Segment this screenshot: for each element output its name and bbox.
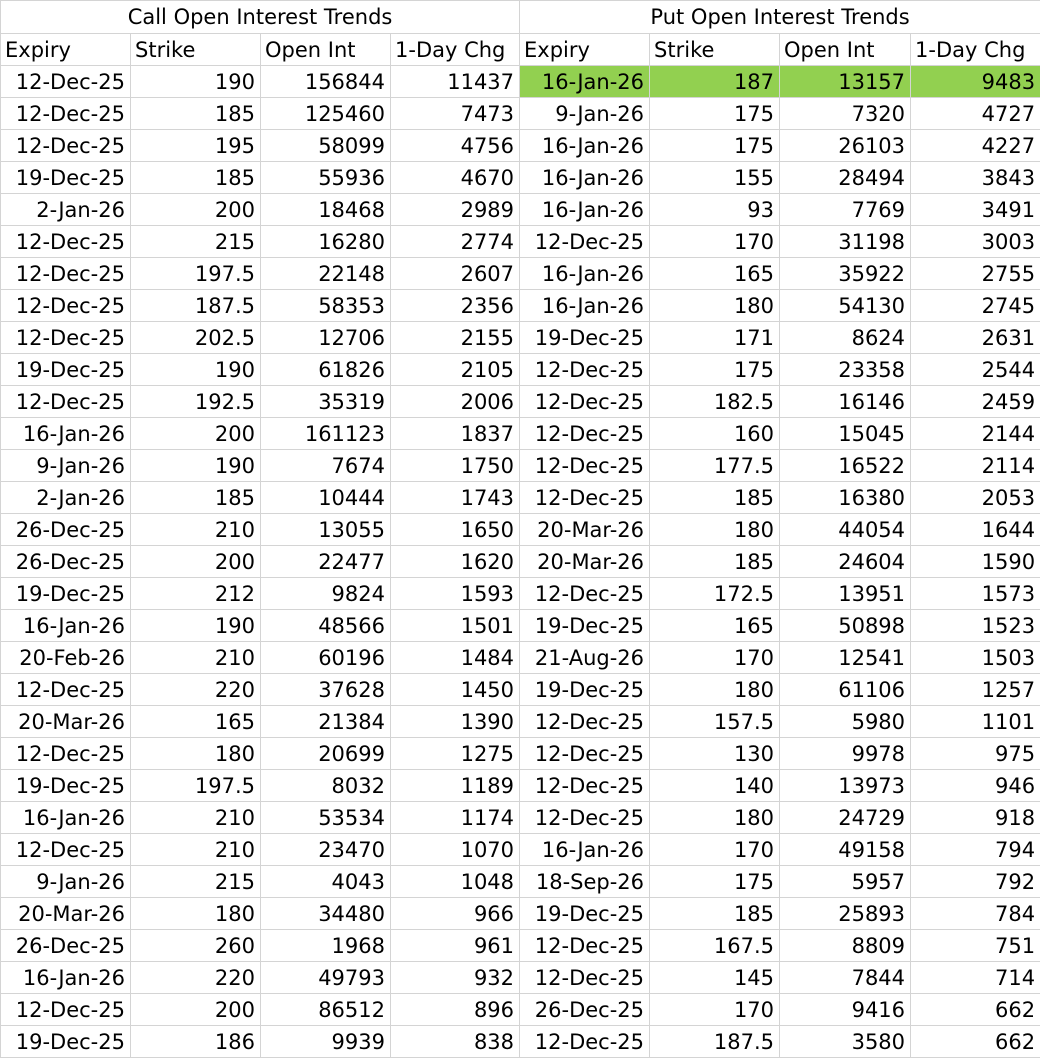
call-cell-1-day-chg[interactable]: 1189 [391, 770, 520, 802]
put-header-1-day-chg[interactable]: 1-Day Chg [911, 34, 1040, 66]
call-cell-expiry[interactable]: 16-Jan-26 [1, 962, 131, 994]
call-cell-expiry[interactable]: 19-Dec-25 [1, 578, 131, 610]
call-cell-1-day-chg[interactable]: 4756 [391, 130, 520, 162]
put-cell-strike[interactable]: 172.5 [650, 578, 780, 610]
call-cell-1-day-chg[interactable]: 7473 [391, 98, 520, 130]
put-cell-open-int[interactable]: 26103 [780, 130, 911, 162]
call-cell-strike[interactable]: 190 [131, 610, 261, 642]
table-row [1, 674, 1040, 706]
call-cell-expiry[interactable]: 2-Jan-26 [1, 482, 131, 514]
call-cell-1-day-chg[interactable]: 1837 [391, 418, 520, 450]
call-cell-open-int[interactable]: 48566 [261, 610, 391, 642]
put-cell-1-day-chg[interactable]: 2631 [911, 322, 1040, 354]
table-row [1, 66, 1040, 98]
put-cell-expiry[interactable]: 16-Jan-26 [520, 834, 650, 866]
put-cell-1-day-chg[interactable]: 918 [911, 802, 1040, 834]
put-cell-1-day-chg[interactable]: 1644 [911, 514, 1040, 546]
call-cell-1-day-chg[interactable]: 966 [391, 898, 520, 930]
table-row [1, 322, 1040, 354]
call-cell-strike[interactable]: 165 [131, 706, 261, 738]
call-cell-expiry[interactable]: 26-Dec-25 [1, 514, 131, 546]
call-cell-expiry[interactable]: 12-Dec-25 [1, 226, 131, 258]
table-row [1, 642, 1040, 674]
call-cell-strike[interactable]: 197.5 [131, 770, 261, 802]
table-row [1, 450, 1040, 482]
call-cell-1-day-chg[interactable]: 2155 [391, 322, 520, 354]
put-cell-strike[interactable]: 167.5 [650, 930, 780, 962]
put-cell-1-day-chg[interactable]: 3003 [911, 226, 1040, 258]
table-row [1, 706, 1040, 738]
call-cell-expiry[interactable]: 12-Dec-25 [1, 834, 131, 866]
table-row [1, 482, 1040, 514]
call-cell-strike[interactable]: 260 [131, 930, 261, 962]
put-cell-1-day-chg[interactable]: 9483 [911, 66, 1040, 98]
put-cell-strike[interactable]: 165 [650, 258, 780, 290]
put-cell-strike[interactable]: 170 [650, 226, 780, 258]
put-cell-expiry[interactable]: 12-Dec-25 [520, 482, 650, 514]
put-cell-expiry[interactable]: 18-Sep-26 [520, 866, 650, 898]
call-cell-open-int[interactable]: 22477 [261, 546, 391, 578]
call-cell-open-int[interactable]: 35319 [261, 386, 391, 418]
put-cell-open-int[interactable]: 54130 [780, 290, 911, 322]
table-row [1, 802, 1040, 834]
call-cell-open-int[interactable]: 10444 [261, 482, 391, 514]
call-cell-open-int[interactable]: 53534 [261, 802, 391, 834]
call-cell-1-day-chg[interactable]: 1620 [391, 546, 520, 578]
table-row [1, 834, 1040, 866]
put-cell-open-int[interactable]: 44054 [780, 514, 911, 546]
table-row [1, 162, 1040, 194]
put-cell-open-int[interactable]: 23358 [780, 354, 911, 386]
call-cell-open-int[interactable]: 20699 [261, 738, 391, 770]
put-cell-open-int[interactable]: 12541 [780, 642, 911, 674]
put-cell-strike[interactable]: 170 [650, 642, 780, 674]
put-cell-open-int[interactable]: 16146 [780, 386, 911, 418]
call-cell-strike[interactable]: 210 [131, 834, 261, 866]
call-cell-expiry[interactable]: 20-Mar-26 [1, 706, 131, 738]
call-cell-open-int[interactable]: 12706 [261, 322, 391, 354]
put-cell-expiry[interactable]: 16-Jan-26 [520, 162, 650, 194]
put-cell-expiry[interactable]: 21-Aug-26 [520, 642, 650, 674]
call-cell-open-int[interactable]: 49793 [261, 962, 391, 994]
table-row [1, 610, 1040, 642]
call-cell-expiry[interactable]: 16-Jan-26 [1, 802, 131, 834]
table-row [1, 994, 1040, 1026]
put-cell-strike[interactable]: 157.5 [650, 706, 780, 738]
put-cell-1-day-chg[interactable]: 794 [911, 834, 1040, 866]
call-cell-1-day-chg[interactable]: 1174 [391, 802, 520, 834]
put-cell-1-day-chg[interactable]: 2745 [911, 290, 1040, 322]
put-cell-strike[interactable]: 170 [650, 834, 780, 866]
call-cell-1-day-chg[interactable]: 2989 [391, 194, 520, 226]
table-row [1, 514, 1040, 546]
call-cell-open-int[interactable]: 21384 [261, 706, 391, 738]
call-cell-strike[interactable]: 215 [131, 226, 261, 258]
put-cell-1-day-chg[interactable]: 975 [911, 738, 1040, 770]
put-cell-strike[interactable]: 182.5 [650, 386, 780, 418]
put-cell-open-int[interactable]: 13157 [780, 66, 911, 98]
put-cell-1-day-chg[interactable]: 1523 [911, 610, 1040, 642]
put-cell-strike[interactable]: 145 [650, 962, 780, 994]
put-cell-1-day-chg[interactable]: 2144 [911, 418, 1040, 450]
put-cell-expiry[interactable]: 12-Dec-25 [520, 706, 650, 738]
call-cell-1-day-chg[interactable]: 1484 [391, 642, 520, 674]
put-cell-open-int[interactable]: 8624 [780, 322, 911, 354]
call-cell-open-int[interactable]: 60196 [261, 642, 391, 674]
put-cell-1-day-chg[interactable]: 2755 [911, 258, 1040, 290]
put-cell-expiry[interactable]: 12-Dec-25 [520, 354, 650, 386]
put-cell-strike[interactable]: 170 [650, 994, 780, 1026]
table-row [1, 738, 1040, 770]
call-cell-1-day-chg[interactable]: 896 [391, 994, 520, 1026]
put-cell-strike[interactable]: 175 [650, 354, 780, 386]
put-cell-strike[interactable]: 180 [650, 674, 780, 706]
call-cell-expiry[interactable]: 26-Dec-25 [1, 546, 131, 578]
call-cell-expiry[interactable]: 16-Jan-26 [1, 418, 131, 450]
call-cell-strike[interactable]: 185 [131, 482, 261, 514]
call-cell-strike[interactable]: 190 [131, 450, 261, 482]
table-row [1, 194, 1040, 226]
call-cell-strike[interactable]: 195 [131, 130, 261, 162]
put-header-expiry[interactable]: Expiry [520, 34, 650, 66]
call-cell-1-day-chg[interactable]: 1275 [391, 738, 520, 770]
call-cell-strike[interactable]: 187.5 [131, 290, 261, 322]
table-row [1, 418, 1040, 450]
put-cell-expiry[interactable]: 12-Dec-25 [520, 770, 650, 802]
call-cell-open-int[interactable]: 1968 [261, 930, 391, 962]
call-cell-1-day-chg[interactable]: 1750 [391, 450, 520, 482]
call-cell-open-int[interactable]: 7674 [261, 450, 391, 482]
call-cell-strike[interactable]: 180 [131, 898, 261, 930]
put-cell-expiry[interactable]: 12-Dec-25 [520, 738, 650, 770]
put-cell-open-int[interactable]: 7844 [780, 962, 911, 994]
call-cell-expiry[interactable]: 16-Jan-26 [1, 610, 131, 642]
put-cell-expiry[interactable]: 12-Dec-25 [520, 962, 650, 994]
call-cell-strike[interactable]: 190 [131, 66, 261, 98]
call-cell-expiry[interactable]: 12-Dec-25 [1, 258, 131, 290]
put-cell-open-int[interactable]: 7769 [780, 194, 911, 226]
call-cell-open-int[interactable]: 156844 [261, 66, 391, 98]
put-cell-open-int[interactable]: 25893 [780, 898, 911, 930]
call-cell-open-int[interactable]: 86512 [261, 994, 391, 1026]
put-cell-expiry[interactable]: 26-Dec-25 [520, 994, 650, 1026]
call-cell-expiry[interactable]: 12-Dec-25 [1, 290, 131, 322]
call-cell-open-int[interactable]: 9824 [261, 578, 391, 610]
call-cell-strike[interactable]: 220 [131, 962, 261, 994]
put-cell-open-int[interactable]: 16380 [780, 482, 911, 514]
call-cell-strike[interactable]: 210 [131, 802, 261, 834]
put-cell-strike[interactable]: 180 [650, 802, 780, 834]
call-cell-expiry[interactable]: 9-Jan-26 [1, 450, 131, 482]
put-cell-strike[interactable]: 160 [650, 418, 780, 450]
call-cell-open-int[interactable]: 61826 [261, 354, 391, 386]
call-cell-expiry[interactable]: 20-Mar-26 [1, 898, 131, 930]
put-cell-expiry[interactable]: 20-Mar-26 [520, 514, 650, 546]
call-cell-expiry[interactable]: 12-Dec-25 [1, 322, 131, 354]
put-cell-strike[interactable]: 177.5 [650, 450, 780, 482]
table-row [1, 98, 1040, 130]
put-cell-expiry[interactable]: 19-Dec-25 [520, 610, 650, 642]
put-cell-strike[interactable]: 185 [650, 482, 780, 514]
put-cell-expiry[interactable]: 12-Dec-25 [520, 450, 650, 482]
call-cell-1-day-chg[interactable]: 1743 [391, 482, 520, 514]
put-cell-1-day-chg[interactable]: 946 [911, 770, 1040, 802]
call-cell-strike[interactable]: 200 [131, 546, 261, 578]
put-cell-1-day-chg[interactable]: 1573 [911, 578, 1040, 610]
put-cell-strike[interactable]: 180 [650, 290, 780, 322]
call-cell-1-day-chg[interactable]: 11437 [391, 66, 520, 98]
put-cell-strike[interactable]: 171 [650, 322, 780, 354]
table-row [1, 1026, 1040, 1058]
put-cell-1-day-chg[interactable]: 3491 [911, 194, 1040, 226]
call-cell-expiry[interactable]: 2-Jan-26 [1, 194, 131, 226]
put-cell-expiry[interactable]: 16-Jan-26 [520, 258, 650, 290]
put-cell-1-day-chg[interactable]: 4227 [911, 130, 1040, 162]
call-cell-strike[interactable]: 180 [131, 738, 261, 770]
put-cell-open-int[interactable]: 8809 [780, 930, 911, 962]
put-cell-expiry[interactable]: 20-Mar-26 [520, 546, 650, 578]
call-cell-1-day-chg[interactable]: 2105 [391, 354, 520, 386]
call-cell-open-int[interactable]: 22148 [261, 258, 391, 290]
put-cell-1-day-chg[interactable]: 751 [911, 930, 1040, 962]
call-cell-open-int[interactable]: 9939 [261, 1026, 391, 1058]
call-cell-expiry[interactable]: 12-Dec-25 [1, 66, 131, 98]
put-cell-strike[interactable]: 140 [650, 770, 780, 802]
put-cell-open-int[interactable]: 31198 [780, 226, 911, 258]
put-cell-expiry[interactable]: 9-Jan-26 [520, 98, 650, 130]
put-cell-open-int[interactable]: 49158 [780, 834, 911, 866]
put-cell-open-int[interactable]: 61106 [780, 674, 911, 706]
call-cell-strike[interactable]: 190 [131, 354, 261, 386]
put-cell-1-day-chg[interactable]: 1590 [911, 546, 1040, 578]
put-cell-strike[interactable]: 155 [650, 162, 780, 194]
call-cell-strike[interactable]: 200 [131, 418, 261, 450]
call-cell-1-day-chg[interactable]: 1048 [391, 866, 520, 898]
put-cell-open-int[interactable]: 5957 [780, 866, 911, 898]
call-header-expiry[interactable]: Expiry [1, 34, 131, 66]
put-cell-1-day-chg[interactable]: 4727 [911, 98, 1040, 130]
call-section-title[interactable]: Call Open Interest Trends [1, 1, 520, 34]
put-cell-1-day-chg[interactable]: 662 [911, 1026, 1040, 1058]
put-cell-strike[interactable]: 185 [650, 898, 780, 930]
put-cell-open-int[interactable]: 5980 [780, 706, 911, 738]
put-cell-1-day-chg[interactable]: 1101 [911, 706, 1040, 738]
call-cell-strike[interactable]: 185 [131, 162, 261, 194]
put-header-strike[interactable]: Strike [650, 34, 780, 66]
put-cell-strike[interactable]: 165 [650, 610, 780, 642]
sheet-body [1, 1, 1040, 1058]
call-cell-strike[interactable]: 200 [131, 194, 261, 226]
call-cell-open-int[interactable]: 161123 [261, 418, 391, 450]
put-cell-expiry[interactable]: 19-Dec-25 [520, 322, 650, 354]
call-cell-1-day-chg[interactable]: 2607 [391, 258, 520, 290]
put-cell-strike[interactable]: 130 [650, 738, 780, 770]
put-cell-1-day-chg[interactable]: 784 [911, 898, 1040, 930]
call-cell-open-int[interactable]: 16280 [261, 226, 391, 258]
put-cell-open-int[interactable]: 13951 [780, 578, 911, 610]
call-cell-strike[interactable]: 202.5 [131, 322, 261, 354]
call-cell-open-int[interactable]: 58099 [261, 130, 391, 162]
call-cell-expiry[interactable]: 26-Dec-25 [1, 930, 131, 962]
call-cell-open-int[interactable]: 58353 [261, 290, 391, 322]
call-cell-expiry[interactable]: 9-Jan-26 [1, 866, 131, 898]
put-cell-1-day-chg[interactable]: 2459 [911, 386, 1040, 418]
call-cell-strike[interactable]: 212 [131, 578, 261, 610]
table-row [1, 962, 1040, 994]
call-cell-open-int[interactable]: 18468 [261, 194, 391, 226]
put-cell-expiry[interactable]: 12-Dec-25 [520, 418, 650, 450]
call-cell-1-day-chg[interactable]: 1501 [391, 610, 520, 642]
table-row [1, 290, 1040, 322]
put-cell-strike[interactable]: 175 [650, 130, 780, 162]
put-cell-expiry[interactable]: 12-Dec-25 [520, 930, 650, 962]
put-cell-strike[interactable]: 175 [650, 98, 780, 130]
put-cell-strike[interactable]: 180 [650, 514, 780, 546]
put-cell-1-day-chg[interactable]: 3843 [911, 162, 1040, 194]
call-cell-open-int[interactable]: 13055 [261, 514, 391, 546]
put-cell-open-int[interactable]: 3580 [780, 1026, 911, 1058]
call-cell-open-int[interactable]: 55936 [261, 162, 391, 194]
put-cell-expiry[interactable]: 12-Dec-25 [520, 1026, 650, 1058]
put-cell-open-int[interactable]: 13973 [780, 770, 911, 802]
table-row [1, 258, 1040, 290]
put-cell-open-int[interactable]: 50898 [780, 610, 911, 642]
call-cell-expiry[interactable]: 12-Dec-25 [1, 130, 131, 162]
call-header-1-day-chg[interactable]: 1-Day Chg [391, 34, 520, 66]
call-cell-strike[interactable]: 192.5 [131, 386, 261, 418]
call-cell-strike[interactable]: 186 [131, 1026, 261, 1058]
call-cell-expiry[interactable]: 12-Dec-25 [1, 98, 131, 130]
call-cell-expiry[interactable]: 19-Dec-25 [1, 162, 131, 194]
put-cell-open-int[interactable]: 9416 [780, 994, 911, 1026]
call-cell-1-day-chg[interactable]: 2774 [391, 226, 520, 258]
table-row [1, 930, 1040, 962]
table-row [1, 386, 1040, 418]
put-cell-open-int[interactable]: 7320 [780, 98, 911, 130]
put-cell-open-int[interactable]: 24729 [780, 802, 911, 834]
put-cell-expiry[interactable]: 16-Jan-26 [520, 194, 650, 226]
table-row [1, 546, 1040, 578]
put-cell-strike[interactable]: 185 [650, 546, 780, 578]
put-cell-strike[interactable]: 93 [650, 194, 780, 226]
call-cell-1-day-chg[interactable]: 1593 [391, 578, 520, 610]
put-cell-expiry[interactable]: 19-Dec-25 [520, 898, 650, 930]
call-header-open-int[interactable]: Open Int [261, 34, 391, 66]
call-cell-open-int[interactable]: 23470 [261, 834, 391, 866]
call-cell-1-day-chg[interactable]: 961 [391, 930, 520, 962]
put-cell-expiry[interactable]: 16-Jan-26 [520, 290, 650, 322]
put-cell-strike[interactable]: 187 [650, 66, 780, 98]
call-cell-strike[interactable]: 185 [131, 98, 261, 130]
call-cell-1-day-chg[interactable]: 2006 [391, 386, 520, 418]
put-cell-expiry[interactable]: 12-Dec-25 [520, 226, 650, 258]
call-cell-strike[interactable]: 215 [131, 866, 261, 898]
call-header-strike[interactable]: Strike [131, 34, 261, 66]
call-cell-expiry[interactable]: 12-Dec-25 [1, 386, 131, 418]
call-cell-strike[interactable]: 210 [131, 514, 261, 546]
table-row [1, 130, 1040, 162]
call-cell-expiry[interactable]: 19-Dec-25 [1, 770, 131, 802]
call-cell-strike[interactable]: 200 [131, 994, 261, 1026]
put-cell-1-day-chg[interactable]: 1257 [911, 674, 1040, 706]
put-section-title[interactable]: Put Open Interest Trends [520, 1, 1040, 34]
put-cell-expiry[interactable]: 12-Dec-25 [520, 386, 650, 418]
put-cell-expiry[interactable]: 16-Jan-26 [520, 130, 650, 162]
put-cell-strike[interactable]: 175 [650, 866, 780, 898]
call-cell-1-day-chg[interactable]: 1070 [391, 834, 520, 866]
call-cell-1-day-chg[interactable]: 1450 [391, 674, 520, 706]
table-row [1, 354, 1040, 386]
call-cell-expiry[interactable]: 19-Dec-25 [1, 1026, 131, 1058]
put-cell-1-day-chg[interactable]: 662 [911, 994, 1040, 1026]
table-row [1, 898, 1040, 930]
put-cell-1-day-chg[interactable]: 2114 [911, 450, 1040, 482]
column-header-row [1, 34, 1040, 66]
call-cell-1-day-chg[interactable]: 838 [391, 1026, 520, 1058]
table-row [1, 770, 1040, 802]
call-cell-strike[interactable]: 197.5 [131, 258, 261, 290]
put-cell-1-day-chg[interactable]: 1503 [911, 642, 1040, 674]
put-cell-open-int[interactable]: 28494 [780, 162, 911, 194]
table-row [1, 866, 1040, 898]
call-cell-expiry[interactable]: 12-Dec-25 [1, 674, 131, 706]
put-cell-expiry[interactable]: 16-Jan-26 [520, 66, 650, 98]
put-cell-1-day-chg[interactable]: 2053 [911, 482, 1040, 514]
put-cell-expiry[interactable]: 12-Dec-25 [520, 578, 650, 610]
put-cell-open-int[interactable]: 35922 [780, 258, 911, 290]
call-cell-open-int[interactable]: 34480 [261, 898, 391, 930]
table-row [1, 226, 1040, 258]
put-cell-1-day-chg[interactable]: 714 [911, 962, 1040, 994]
put-cell-strike[interactable]: 187.5 [650, 1026, 780, 1058]
call-cell-strike[interactable]: 220 [131, 674, 261, 706]
call-cell-1-day-chg[interactable]: 2356 [391, 290, 520, 322]
put-cell-open-int[interactable]: 24604 [780, 546, 911, 578]
put-cell-1-day-chg[interactable]: 2544 [911, 354, 1040, 386]
group-header-row [1, 1, 1040, 34]
put-cell-expiry[interactable]: 19-Dec-25 [520, 674, 650, 706]
table-row [1, 578, 1040, 610]
put-cell-1-day-chg[interactable]: 792 [911, 866, 1040, 898]
call-cell-expiry[interactable]: 20-Feb-26 [1, 642, 131, 674]
call-cell-open-int[interactable]: 125460 [261, 98, 391, 130]
put-cell-open-int[interactable]: 9978 [780, 738, 911, 770]
put-cell-open-int[interactable]: 16522 [780, 450, 911, 482]
call-cell-1-day-chg[interactable]: 1650 [391, 514, 520, 546]
put-cell-expiry[interactable]: 12-Dec-25 [520, 802, 650, 834]
call-cell-open-int[interactable]: 4043 [261, 866, 391, 898]
call-cell-open-int[interactable]: 8032 [261, 770, 391, 802]
call-cell-expiry[interactable]: 19-Dec-25 [1, 354, 131, 386]
call-cell-1-day-chg[interactable]: 932 [391, 962, 520, 994]
put-cell-open-int[interactable]: 15045 [780, 418, 911, 450]
call-cell-strike[interactable]: 210 [131, 642, 261, 674]
call-cell-expiry[interactable]: 12-Dec-25 [1, 738, 131, 770]
call-cell-1-day-chg[interactable]: 1390 [391, 706, 520, 738]
put-header-open-int[interactable]: Open Int [780, 34, 911, 66]
call-cell-open-int[interactable]: 37628 [261, 674, 391, 706]
call-cell-1-day-chg[interactable]: 4670 [391, 162, 520, 194]
call-cell-expiry[interactable]: 12-Dec-25 [1, 994, 131, 1026]
